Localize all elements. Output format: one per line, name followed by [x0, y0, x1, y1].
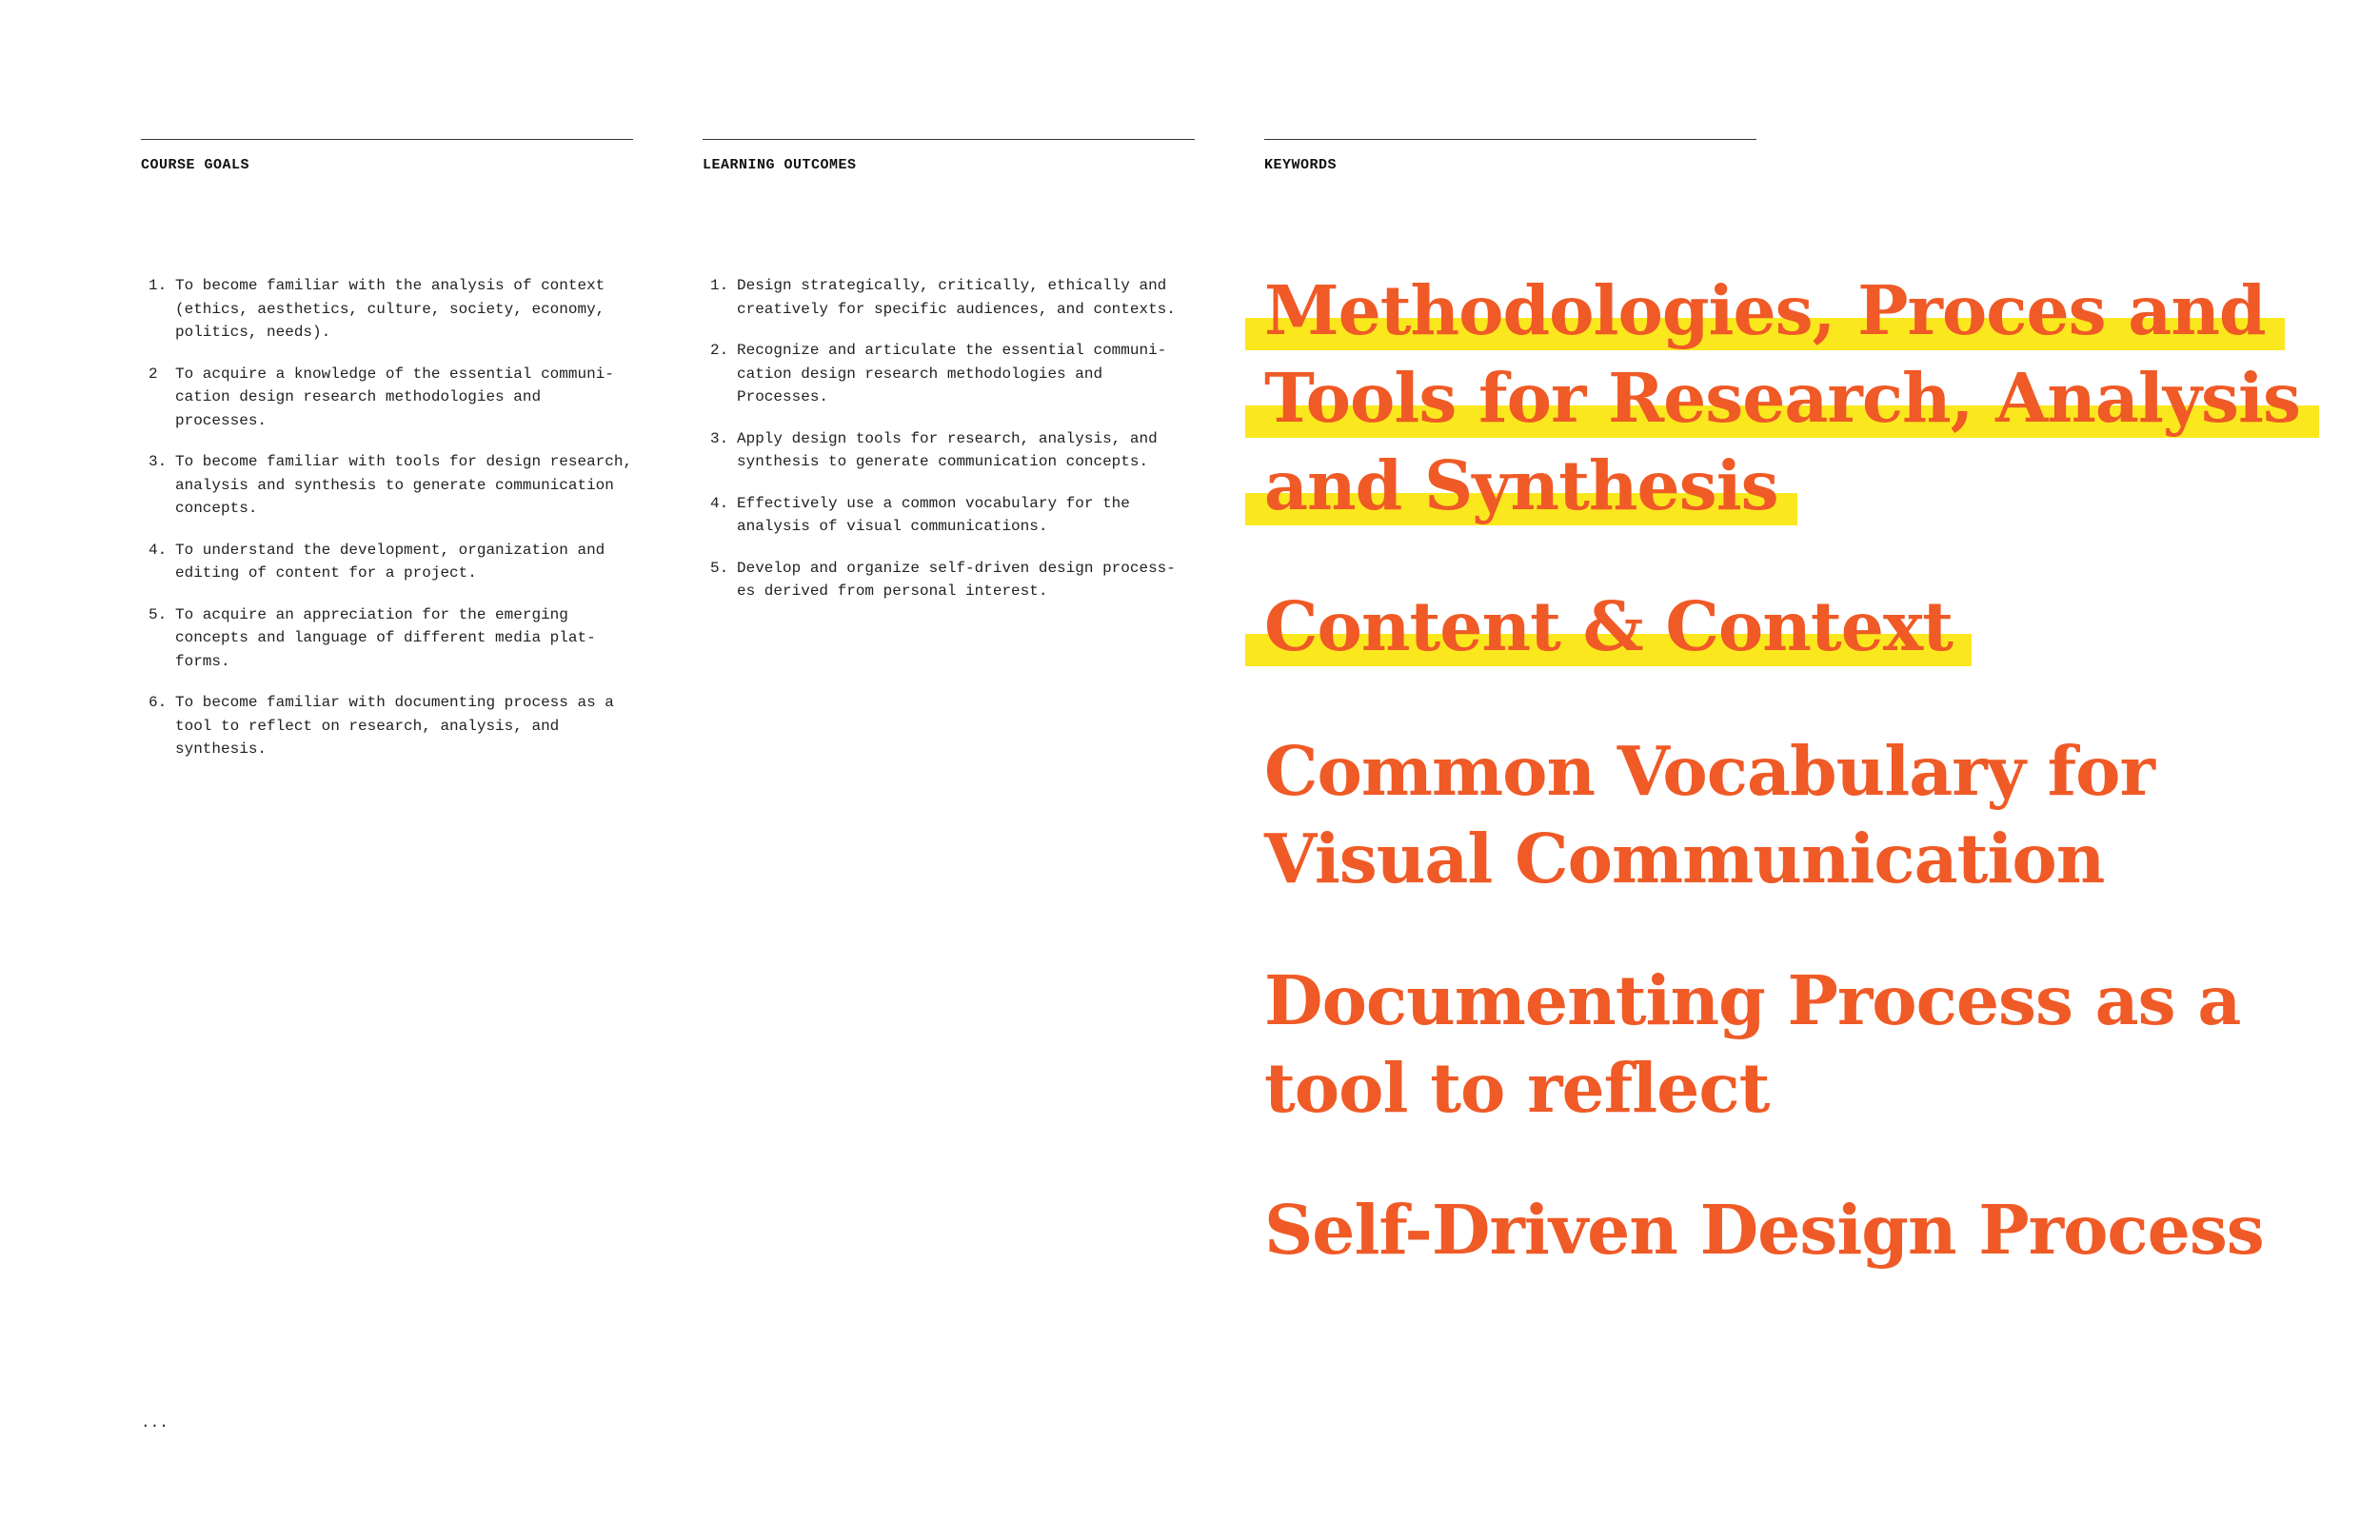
list-item-number: 6.	[149, 694, 168, 711]
list-item-text: To understand the development, organization and editing of content for a project.	[175, 541, 605, 582]
list-item	[141, 450, 633, 521]
list-item	[141, 363, 633, 433]
list-item-text: To acquire a knowledge of the essential communi- cation design research methodologies and processes.	[175, 365, 614, 429]
list-item-number: 5.	[710, 559, 729, 577]
keywords-column	[1264, 139, 1756, 173]
divider	[703, 139, 1195, 140]
course-goals-list	[141, 274, 633, 780]
list-item	[141, 274, 633, 345]
list-item-number: 4.	[149, 541, 168, 559]
list-item	[703, 274, 1195, 321]
list-item	[141, 691, 633, 761]
course-goals-heading: COURSE GOALS	[141, 157, 250, 173]
list-item-text: Develop and organize self-driven design process- es derived from personal interest.	[737, 559, 1176, 600]
list-item-text: To become familiar with tools for design research, analysis and synthesis to generate communication concepts.	[175, 453, 633, 517]
learning-outcomes-column	[703, 139, 1195, 600]
list-item	[141, 603, 633, 674]
keyword-self-driven: Self-Driven Design Process	[1264, 1190, 2264, 1270]
list-item	[703, 339, 1195, 409]
list-item-number: 2	[149, 365, 158, 383]
keyword-documenting-process: Documenting Process as a tool to reflect	[1264, 960, 2241, 1128]
keyword-methodologies	[1264, 267, 2321, 529]
learning-outcomes-list	[703, 274, 1195, 622]
list-item-number: 5.	[149, 605, 168, 623]
list-item-number: 1.	[710, 277, 729, 294]
list-item	[703, 492, 1195, 539]
list-item-text: To become familiar with documenting process as a tool to reflect on research, analysis, and synthesis.	[175, 694, 614, 758]
divider	[1264, 139, 1756, 140]
course-goals-column	[141, 139, 633, 758]
keyword-highlight: Content & Context	[1245, 586, 1972, 666]
learning-outcomes-heading: LEARNING OUTCOMES	[703, 157, 857, 173]
list-item	[703, 557, 1195, 603]
list-item-number: 3.	[149, 453, 168, 470]
page-ellipsis: ...	[141, 1414, 169, 1431]
list-item-number: 4.	[710, 494, 729, 512]
list-item	[141, 539, 633, 585]
list-item	[703, 427, 1195, 474]
list-item-text: To acquire an appreciation for the emerging concepts and language of different media plat- forms.	[175, 605, 596, 670]
list-item-text: To become familiar with the analysis of context (ethics, aesthetics, culture, society, economy, politics, needs).	[175, 277, 605, 341]
list-item-number: 1.	[149, 277, 168, 294]
keywords-heading: KEYWORDS	[1264, 157, 1338, 173]
list-item-text: Design strategically, critically, ethically and creatively for specific audiences, and contexts.	[737, 277, 1176, 318]
list-item-text: Effectively use a common vocabulary for the analysis of visual communications.	[737, 494, 1130, 535]
keyword-common-vocabulary: Common Vocabulary for Visual Communication	[1264, 731, 2154, 898]
list-item-text: Recognize and articulate the essential communi- cation design research methodologies and Processes.	[737, 342, 1167, 405]
list-item-text: Apply design tools for research, analysis, and synthesis to generate communication concepts.	[737, 429, 1158, 470]
keyword-highlight: Methodologies, Proces and Tools for Research, Analysis and Synthesis	[1245, 270, 2319, 525]
list-item-number: 2.	[710, 342, 729, 359]
list-item-number: 3.	[710, 429, 729, 447]
keyword-content-context	[1264, 582, 2321, 670]
divider	[141, 139, 633, 140]
